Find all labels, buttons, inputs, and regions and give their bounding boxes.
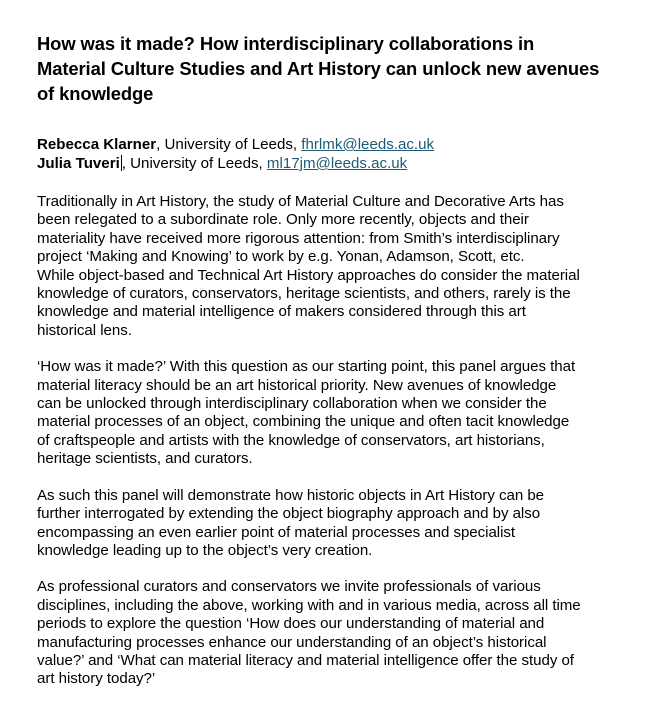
paragraph-introduction [37, 193, 637, 340]
text-line: project ‘Making and Knowing’ to work by e.g. Yonan, Adamson, Scott, etc. [37, 248, 525, 266]
text-line: art history today?’ [37, 670, 156, 688]
text-line: ‘How was it made?’ With this question as our starting point, this panel argues that [37, 358, 576, 376]
paragraph-question [37, 358, 637, 468]
text-line: can be unlocked through interdisciplinary collaboration when we consider the [37, 395, 547, 413]
author-affiliation: , University of Leeds, [156, 136, 302, 153]
text-line: As professional curators and conservators we invite professionals of various [37, 578, 541, 596]
author-email-link[interactable]: ml17jm@leeds.ac.uk [266, 155, 408, 172]
author-email-link[interactable]: fhrlmk@leeds.ac.uk [301, 136, 435, 153]
text-line: further interrogated by extending the object biography approach and by also [37, 505, 541, 523]
text-line: been relegated to a subordinate role. Only more recently, objects and their [37, 211, 529, 229]
text-line: of craftspeople and artists with the knowledge of conservators, art historians, [37, 431, 545, 449]
text-line: encompassing an even earlier point of material processes and specialist [37, 523, 516, 541]
text-line: Traditionally in Art History, the study of Material Culture and Decorative Arts has [37, 193, 564, 210]
text-line: While object-based and Technical Art History approaches do consider the material [37, 266, 580, 284]
text-line: periods to explore the question ‘How does our understanding of material and [37, 615, 545, 633]
text-line: knowledge leading up to the object’s very creation. [37, 541, 373, 559]
text-line: materiality have received more rigorous attention: from Smith’s interdisciplinary [37, 229, 560, 247]
document-title [37, 31, 637, 106]
text-line: knowledge and material intelligence of makers considered through this art [37, 303, 526, 321]
document-page [37, 31, 637, 707]
document-body [37, 193, 637, 689]
author-name: Rebecca Klarner [37, 136, 157, 153]
author-entry [37, 135, 637, 154]
text-line: knowledge of curators, conservators, heritage scientists, and others, rarely is the [37, 285, 571, 303]
title-line: of knowledge [37, 83, 154, 104]
text-line: material processes of an object, combining the unique and often tacit knowledge [37, 413, 570, 431]
text-line: disciplines, including the above, working with and in various media, across all time [37, 596, 581, 614]
text-line: value?’ and ‘What can material literacy and material intelligence offer the study of [37, 651, 574, 669]
title-line: Material Culture Studies and Art History can unlock new avenues [37, 58, 600, 79]
text-line: As such this panel will demonstrate how historic objects in Art History can be [37, 486, 545, 504]
author-name: Julia Tuveri [37, 155, 120, 172]
text-line: heritage scientists, and curators. [37, 450, 253, 468]
title-line: How was it made? How interdisciplinary collaborations in [37, 33, 535, 54]
author-affiliation: , University of Leeds, [121, 155, 267, 172]
author-entry [37, 154, 637, 173]
text-line: material literacy should be an art historical priority. New avenues of knowledge [37, 376, 557, 394]
text-line: historical lens. [37, 321, 132, 339]
paragraph-demonstration [37, 487, 637, 561]
text-line: manufacturing processes enhance our understanding of an object’s historical [37, 633, 547, 651]
author-list [37, 135, 637, 173]
paragraph-invitation [37, 578, 637, 688]
